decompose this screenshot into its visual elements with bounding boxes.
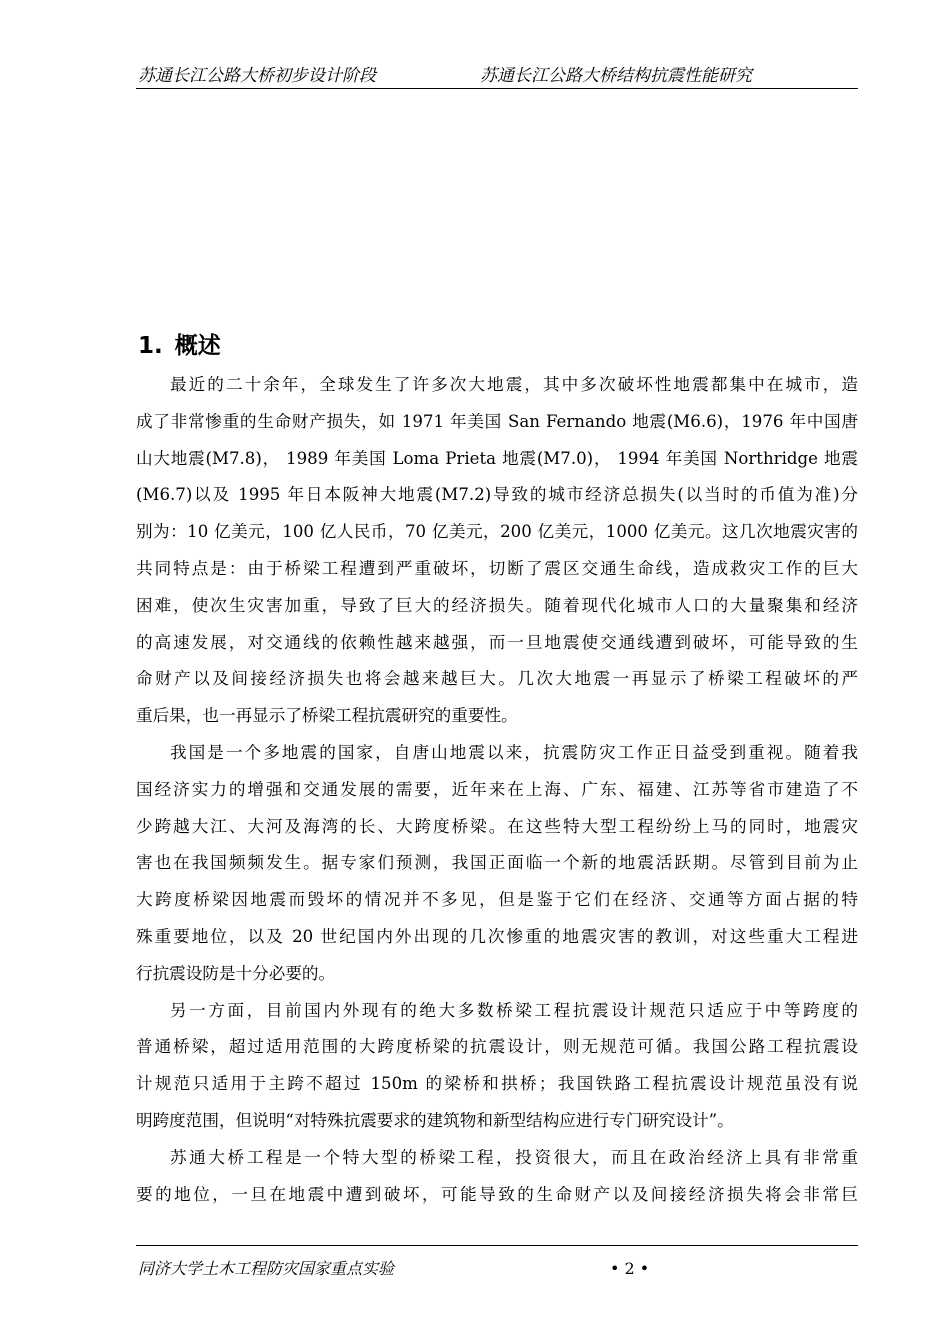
paragraph-1 — [136, 367, 858, 735]
text-line: 普通桥梁，超过适用范围的大跨度桥梁的抗震设计，则无规范可循。我国公路工程抗震设 — [136, 1037, 858, 1057]
paragraph-2 — [136, 735, 858, 993]
text-line: (M6.7)以及 1995 年日本阪神大地震(M7.2)导致的城市经济总损失(以当时的币值为准)分 — [136, 485, 858, 505]
text-line: 殊重要地位，以及 20 世纪国内外出现的几次惨重的地震灾害的教训，对这些重大工程进 — [136, 926, 858, 946]
text-line: 我国是一个多地震的国家，自唐山地震以来，抗震防灾工作正日益受到重视。随着我 — [170, 742, 858, 762]
text-line: 的高速发展，对交通线的依赖性越来越强，而一旦地震使交通线遭到破坏，可能导致的生 — [136, 632, 858, 652]
page-header — [136, 60, 858, 89]
text-line: 大跨度桥梁因地震而毁坏的情况并不多见，但是鉴于它们在经济、交通等方面占据的特 — [136, 890, 858, 910]
text-line: 重后果，也一再显示了桥梁工程抗震研究的重要性。 — [136, 706, 518, 726]
paragraph-4 — [136, 1140, 858, 1214]
text-line: 困难，使次生灾害加重，导致了巨大的经济损失。随着现代化城市人口的大量聚集和经济 — [136, 595, 858, 615]
text-line: 另一方面，目前国内外现有的绝大多数桥梁工程抗震设计规范只适应于中等跨度的 — [170, 1000, 858, 1020]
text-line: 国经济实力的增强和交通发展的需要，近年来在上海、广东、福建、江苏等省市建造了不 — [136, 779, 858, 799]
paragraph-3 — [136, 993, 858, 1140]
text-line: 苏通大桥工程是一个特大型的桥梁工程，投资很大，而且在政治经济上具有非常重 — [170, 1147, 858, 1167]
body-text — [136, 367, 858, 1213]
text-line: 山大地震(M7.8)， 1989 年美国 Loma Prieta 地震(M7.0)， 1994 年美国 Northridge 地震 — [136, 448, 858, 468]
text-line: 害也在我国频频发生。据专家们预测，我国正面临一个新的地震活跃期。尽管到目前为止 — [136, 853, 858, 873]
text-line: 成了非常惨重的生命财产损失，如 1971 年美国 San Fernando 地震(M6.6)，1976 年中国唐 — [136, 411, 858, 431]
section-number: 1. — [138, 333, 163, 359]
footer-institution: 同济大学土木工程防灾国家重点实验 — [138, 1259, 395, 1278]
text-line: 共同特点是：由于桥梁工程遭到严重破坏，切断了震区交通生命线，造成救灾工作的巨大 — [136, 558, 858, 578]
text-line: 最近的二十余年，全球发生了许多次大地震，其中多次破坏性地震都集中在城市，造 — [170, 375, 858, 394]
header-right-title: 苏通长江公路大桥结构抗震性能研究 — [480, 66, 752, 86]
text-line: 要的地位，一旦在地震中遭到破坏，可能导致的生命财产以及间接经济损失将会非常巨 — [136, 1184, 858, 1204]
text-line: 明跨度范围，但说明“对特殊抗震要求的建筑物和新型结构应进行专门研究设计”。 — [136, 1110, 734, 1130]
header-left-title: 苏通长江公路大桥初步设计阶段 — [138, 66, 376, 86]
text-line: 少跨越大江、大河及海湾的长、大跨度桥梁。在这些特大型工程纷纷上马的同时，地震灾 — [136, 816, 858, 836]
section-title: 概述 — [174, 333, 221, 359]
page-number: • 2 • — [610, 1259, 650, 1278]
text-line: 别为：10 亿美元，100 亿人民币，70 亿美元，200 亿美元，1000 亿美元。这几次地震灾害的 — [136, 522, 858, 542]
text-line: 命财产以及间接经济损失也将会越来越巨大。几次大地震一再显示了桥梁工程破坏的严 — [136, 669, 858, 689]
section-heading — [138, 330, 221, 362]
page-footer — [136, 1245, 858, 1280]
text-line: 计规范只适用于主跨不超过 150m 的梁桥和拱桥；我国铁路工程抗震设计规范虽没有说 — [136, 1074, 858, 1094]
text-line: 行抗震设防是十分必要的。 — [136, 963, 336, 983]
